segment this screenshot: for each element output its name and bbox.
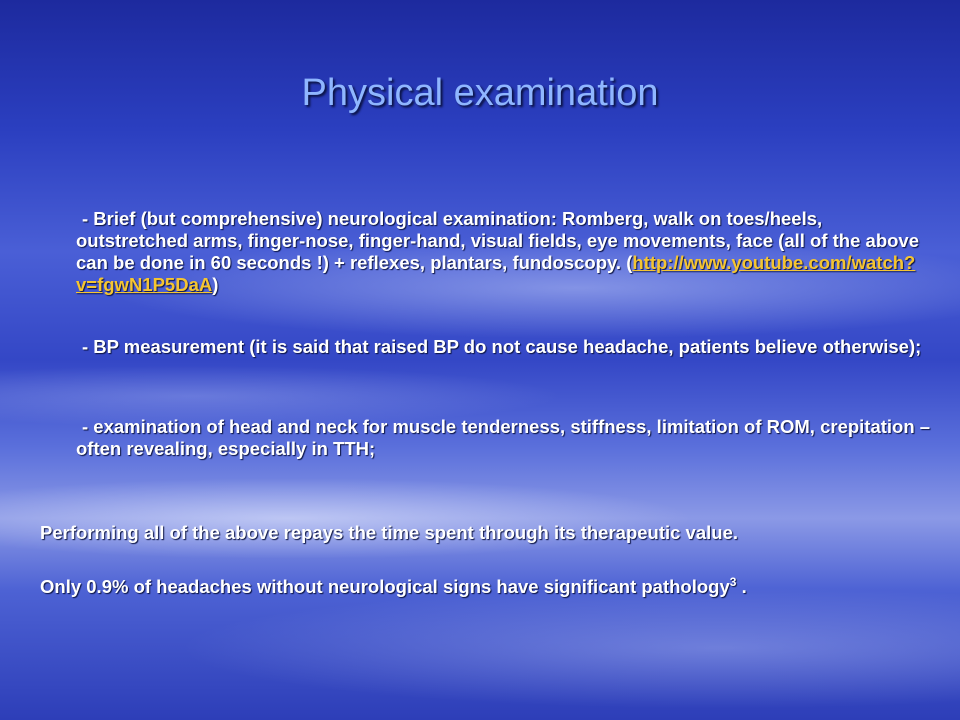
bullet-bp-measurement	[76, 336, 932, 358]
paragraph-therapeutic-value: Performing all of the above repays the time spent through its therapeutic value.	[40, 522, 739, 543]
footnote-ref: 3	[729, 574, 737, 589]
paragraph-pathology-text: Only 0.9% of headaches without neurological signs have significant pathology	[40, 576, 730, 597]
bullet-neuro-exam	[76, 208, 932, 296]
bullet-bp-text: - BP measurement (it is said that raised BP do not cause headache, patients believe otherwise);	[82, 336, 922, 357]
bullet-neuro-exam-text: - Brief (but comprehensive) neurological examination: Romberg, walk on toes/heels, outstretched arms, finger-nose, finger-hand, visual fields, eye movements, face (all of the above can be done in 60 seconds !) + reflexes, plantars, fundoscopy.	[76, 208, 919, 273]
youtube-link[interactable]: http://www.youtube.com/watch?v=fgwN1P5DaA	[76, 252, 916, 295]
link-close-paren: )	[212, 274, 219, 295]
link-open-paren: (	[626, 252, 633, 273]
paragraph-pathology-stat	[40, 576, 930, 598]
paragraph-pathology-tail: .	[736, 576, 747, 597]
bullet-head-neck-exam	[76, 416, 932, 460]
slide-title: Physical examination	[301, 72, 659, 114]
bullet-head-neck-text: - examination of head and neck for muscle tenderness, stiffness, limitation of ROM, crepitation – often revealing, especially in TTH;	[76, 416, 931, 459]
